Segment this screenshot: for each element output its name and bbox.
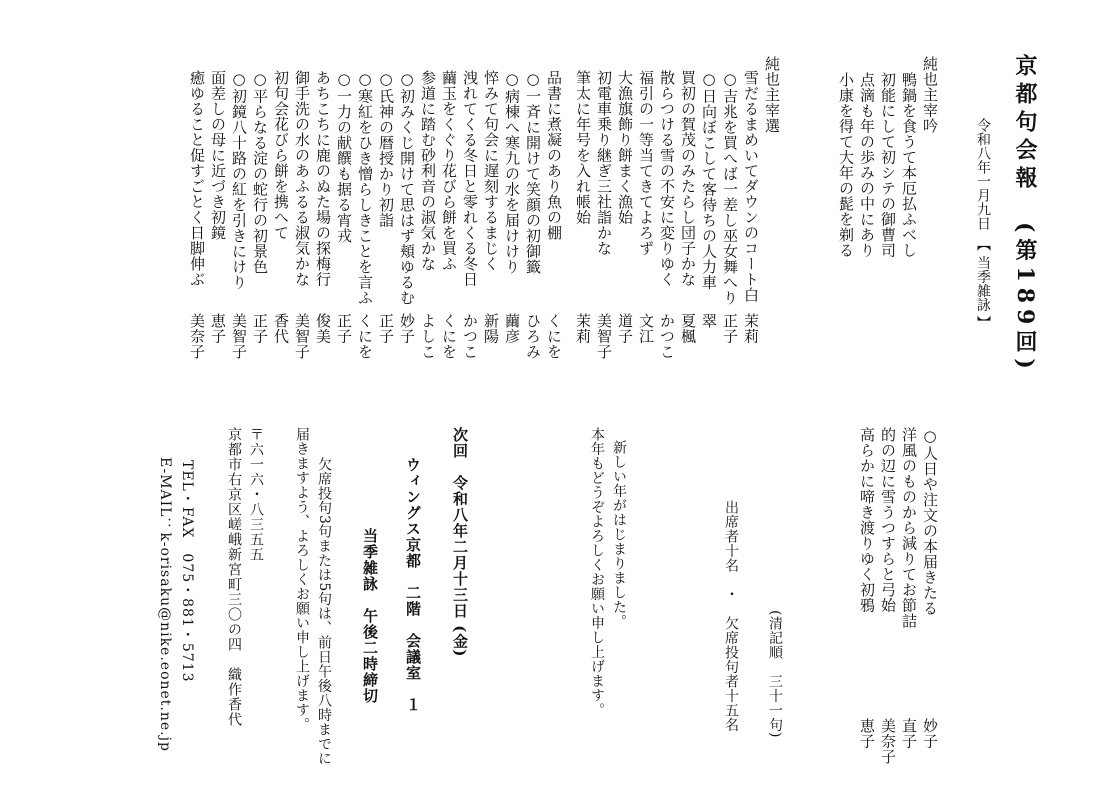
haiku-line: ○氏神の暦授かり初詣 bbox=[377, 70, 395, 228]
haiku-author: 恵子 bbox=[858, 718, 876, 749]
haiku-line: 雪だるまめいてダウンのコート白 bbox=[742, 70, 760, 303]
newsletter-title: 京都句会報 (第189回) bbox=[1012, 54, 1038, 375]
haiku-author: ひろみ bbox=[524, 313, 542, 360]
haiku-line: 品書に煮凝のあり魚の棚 bbox=[545, 70, 563, 241]
next-meeting-theme: 当季雑詠 午後二時締切 bbox=[361, 528, 379, 704]
haiku-author: くにを bbox=[356, 313, 374, 360]
haiku-author: 正子 bbox=[721, 313, 739, 344]
attendance-note: 出席者十名 ・ 欠席投句者十五名 bbox=[723, 500, 739, 732]
haiku-line: 初電車乗り継ぎ三社詣かな bbox=[595, 70, 613, 256]
haiku-author: 正子 bbox=[251, 313, 269, 344]
haiku-author: 恵子 bbox=[209, 313, 227, 344]
absentee-note-1: 欠席投句3句または5句は、前日午後八時までに bbox=[316, 457, 332, 766]
absentee-note-2: 届きますよう、よろしくお願い申し上げます。 bbox=[294, 427, 310, 732]
haiku-line: 点滴も年の歩みの中にあり bbox=[858, 72, 876, 258]
haiku-line: 買初の賀茂のみたらし団子かな bbox=[679, 70, 697, 287]
haiku-line: 高らかに啼き渡りゆく初鴉 bbox=[858, 427, 876, 613]
haiku-line: ○病棟へ寒九の水を届けけり bbox=[503, 70, 521, 275]
issue-date: 令和八年一月九日 【 当季雑詠 】 bbox=[975, 118, 991, 330]
haiku-line: 参道に踏む砂利音の淑気かな bbox=[419, 70, 437, 272]
haiku-author: 妙子 bbox=[921, 718, 939, 749]
postal-code: 〒六一六・八三五五 bbox=[248, 427, 264, 562]
next-meeting-venue: ウィングス京都 二階 会議室 １ bbox=[404, 457, 422, 713]
haiku-author: 美智子 bbox=[595, 313, 613, 360]
haiku-author: 文江 bbox=[637, 313, 655, 344]
haiku-author: かつこ bbox=[658, 313, 676, 360]
haiku-line: 洋風のものから減りてお節詰 bbox=[900, 427, 918, 629]
haiku-author: 直子 bbox=[900, 718, 918, 749]
haiku-author: 茉莉 bbox=[574, 313, 592, 344]
haiku-author: 美奈子 bbox=[188, 313, 206, 360]
haiku-line: 筆太に年号を入れ帳始 bbox=[574, 70, 592, 225]
haiku-line: ○初みくじ開けて思はず頬ゆるむ bbox=[398, 70, 416, 306]
haiku-author: 美智子 bbox=[293, 313, 311, 360]
next-meeting-date: 次回 令和八年二月十三日 (金) bbox=[451, 427, 469, 658]
haiku-author: 妙子 bbox=[398, 313, 416, 344]
haiku-line: 癒ゆること促すごとく日脚伸ぶ bbox=[188, 70, 206, 287]
haiku-author: 茉莉 bbox=[742, 313, 760, 344]
haiku-line: 初能にして初シテの御曹司 bbox=[879, 72, 897, 258]
haiku-line: 洩れてくる冬日と零れくる冬日 bbox=[461, 70, 479, 287]
haiku-author: 正子 bbox=[377, 313, 395, 344]
greeting-line-2: 本年もどうぞよろしくお願い申し上げます。 bbox=[589, 427, 605, 717]
haiku-author: くにを bbox=[545, 313, 563, 360]
haiku-line: 福引の一等当てきてよろず bbox=[637, 70, 655, 256]
haiku-line: ○一斉に開けて笑顔の初御籤 bbox=[524, 70, 542, 275]
haiku-author: 翠 bbox=[700, 313, 718, 329]
haiku-author: 俊美 bbox=[314, 313, 332, 344]
haiku-author: 美奈子 bbox=[879, 718, 897, 765]
haiku-line: 散らつける雪の不安に変りゆく bbox=[658, 70, 676, 287]
haiku-line: ○初鏡八十路の紅を引きにけり bbox=[230, 70, 248, 290]
haiku-line: あちこちに鹿のぬた場の探梅行 bbox=[314, 70, 332, 287]
haiku-line: 初句会花びら餅を携へて bbox=[272, 70, 290, 241]
haiku-line: 面差しの母に近づき初鏡 bbox=[209, 70, 227, 241]
haiku-line: 大漁旗飾り餅まく漁始 bbox=[616, 70, 634, 225]
haiku-line: 小康を得て大年の髭を剃る bbox=[837, 72, 855, 258]
haiku-line: ○人日や注文の本届きたる bbox=[921, 427, 939, 616]
clerk-note: (清記順 三十一句) bbox=[767, 610, 783, 738]
greeting-line-1: 新しい年がはじまりました。 bbox=[611, 440, 627, 629]
section-selector-label: 純也主宰選 bbox=[763, 56, 781, 134]
section-selector-label: 純也主宰吟 bbox=[921, 56, 939, 134]
haiku-line: 悴みて句会に遅刻するまじく bbox=[482, 70, 500, 272]
haiku-line: 繭玉をくぐり花びら餅を買ふ bbox=[440, 70, 458, 272]
postal-address: 京都市右京区嵯峨新宮町三〇の四 織作香代 bbox=[226, 427, 242, 727]
haiku-line: ○吉兆を買へば一差し巫女舞へり bbox=[721, 70, 739, 306]
haiku-author: 新陽 bbox=[482, 313, 500, 344]
haiku-line: 的の辺に雪うつすらと弓始 bbox=[879, 427, 897, 613]
contact-tel-fax: TEL・FAX 075・881・5713 bbox=[179, 460, 195, 683]
haiku-author: くにを bbox=[440, 313, 458, 360]
contact-email: E-MAIL：k-orisaku@nike.eonet.ne.jp bbox=[157, 457, 173, 752]
haiku-author: 香代 bbox=[272, 313, 290, 344]
haiku-line: ○一力の献饌も据る宵戎 bbox=[335, 70, 353, 244]
haiku-author: 正子 bbox=[335, 313, 353, 344]
haiku-line: 鴨鍋を食うて本厄払ふべし bbox=[900, 72, 918, 258]
haiku-author: よしこ bbox=[419, 313, 437, 360]
haiku-author: 夏楓 bbox=[679, 313, 697, 344]
haiku-line: 御手洗の水のあふるる淑気かな bbox=[293, 70, 311, 287]
haiku-author: 道子 bbox=[616, 313, 634, 344]
haiku-author: かつこ bbox=[461, 313, 479, 360]
haiku-author: 繭彦 bbox=[503, 313, 521, 344]
haiku-line: ○平らなる淀の蛇行の初景色 bbox=[251, 70, 269, 275]
haiku-author: 美智子 bbox=[230, 313, 248, 360]
haiku-line: ○日向ぼこして客待ちの人力車 bbox=[700, 70, 718, 290]
haiku-line: ○寒紅をひき憎らしきことを言ふ bbox=[356, 70, 374, 306]
